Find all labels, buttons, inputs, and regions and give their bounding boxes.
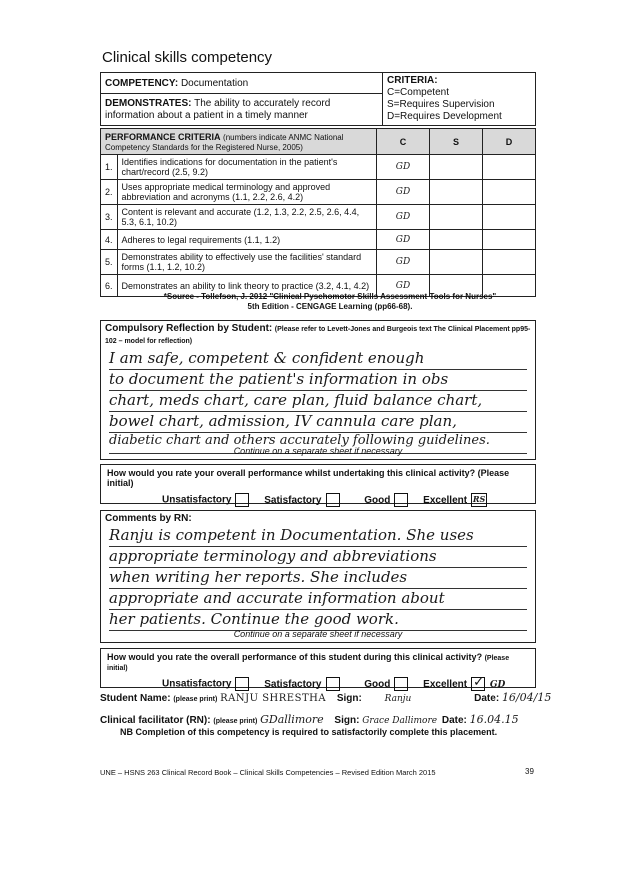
reflection-note: (Please refer to Levett-Jones and Burgeois text The Clinical Placement pp95-102 – model for reflection) bbox=[105, 326, 531, 345]
self-rating-options bbox=[107, 493, 529, 507]
row-d-cell[interactable] bbox=[483, 205, 536, 230]
table-row bbox=[101, 250, 536, 275]
criteria-supervision: S=Requires Supervision bbox=[387, 99, 495, 110]
rn-rating-box bbox=[100, 648, 536, 688]
demonstrates-label: DEMONSTRATES: bbox=[105, 97, 192, 109]
rn-initial: GD bbox=[489, 679, 506, 690]
reflection-line: chart, meds chart, care plan, fluid balance chart, bbox=[109, 391, 527, 412]
reflection-line: I am safe, competent & confident enough bbox=[109, 349, 527, 370]
student-signature-row bbox=[100, 691, 560, 704]
col-d-header: D bbox=[483, 129, 536, 155]
facilitator-sign-label: Sign: bbox=[334, 715, 360, 726]
row-d-cell[interactable] bbox=[483, 230, 536, 250]
nb-note: NB Completion of this competency is required to satisfactorily complete this placement. bbox=[120, 727, 498, 737]
row-text: Identifies indications for documentation in the patient's chart/record (2.5, 9.2) bbox=[117, 155, 376, 180]
row-number: 2. bbox=[101, 180, 118, 205]
table-row bbox=[101, 205, 536, 230]
row-s-cell[interactable] bbox=[430, 250, 483, 275]
reflection-line: diabetic chart and others accurately following guidelines. bbox=[109, 433, 527, 454]
performance-note: (numbers indicate ANMC National Competency Standards for the Registered Nurse, 2005) bbox=[105, 132, 344, 152]
row-mark[interactable]: GD bbox=[377, 155, 430, 180]
reflection-text[interactable] bbox=[101, 349, 535, 454]
row-number: 4. bbox=[101, 230, 118, 250]
facilitator-name-value[interactable]: GDallimore bbox=[260, 713, 324, 726]
row-text: Demonstrates ability to effectively use the facilities' standard forms (1.1, 1.2, 10.2) bbox=[117, 250, 376, 275]
student-name-note: (please print) bbox=[173, 696, 218, 703]
self-rating-box bbox=[100, 464, 536, 504]
comment-line: appropriate and accurate information about bbox=[109, 589, 527, 610]
table-row bbox=[101, 230, 536, 250]
facilitator-date-label: Date: bbox=[441, 715, 467, 726]
option-excellent: Excellent bbox=[423, 494, 468, 506]
row-d-cell[interactable] bbox=[483, 180, 536, 205]
student-date-label: Date: bbox=[474, 693, 500, 704]
table-row bbox=[101, 180, 536, 205]
row-number: 6. bbox=[101, 275, 118, 297]
reflection-continue-note: Continue on a separate sheet if necessary bbox=[233, 446, 403, 456]
comment-line: her patients. Continue the good work. bbox=[109, 610, 527, 631]
option-excellent: Excellent bbox=[423, 678, 468, 690]
row-s-cell[interactable] bbox=[430, 205, 483, 230]
col-s-header: S bbox=[430, 129, 483, 155]
student-name-value[interactable]: RANJU SHRESTHA bbox=[220, 693, 327, 704]
checkbox-excellent[interactable]: RS bbox=[471, 493, 487, 507]
performance-header bbox=[101, 129, 377, 155]
reflection-line: bowel chart, admission, IV cannula care plan, bbox=[109, 412, 527, 433]
check-mark-icon: ✓ bbox=[473, 674, 484, 689]
source-note bbox=[130, 292, 530, 312]
option-unsatisfactory: Unsatisfactory bbox=[162, 494, 232, 506]
option-good: Good bbox=[364, 678, 391, 690]
checkbox-unsatisfactory[interactable] bbox=[235, 677, 249, 691]
rn-rating-note: (Please initial) bbox=[107, 655, 510, 672]
comment-line: Ranju is competent in Documentation. She uses bbox=[109, 526, 527, 547]
row-number: 1. bbox=[101, 155, 118, 180]
checkbox-good[interactable] bbox=[394, 677, 408, 691]
row-mark[interactable]: GD bbox=[377, 275, 430, 297]
row-d-cell[interactable] bbox=[483, 155, 536, 180]
row-text: Adheres to legal requirements (1.1, 1.2) bbox=[117, 230, 376, 250]
facilitator-date-value[interactable]: 16.04.15 bbox=[469, 713, 519, 726]
checkbox-good[interactable] bbox=[394, 493, 408, 507]
option-unsatisfactory: Unsatisfactory bbox=[162, 678, 232, 690]
criteria-label: CRITERIA: bbox=[387, 75, 438, 86]
row-s-cell[interactable] bbox=[430, 230, 483, 250]
page-title: Clinical skills competency bbox=[102, 49, 273, 66]
col-c-header: C bbox=[377, 129, 430, 155]
student-sign-label: Sign: bbox=[336, 693, 362, 704]
checkbox-satisfactory[interactable] bbox=[326, 493, 340, 507]
facilitator-note: (please print) bbox=[213, 718, 258, 725]
row-number: 3. bbox=[101, 205, 118, 230]
row-mark[interactable]: GD bbox=[377, 230, 430, 250]
comment-line: appropriate terminology and abbreviations bbox=[109, 547, 527, 568]
comment-line: when writing her reports. She includes bbox=[109, 568, 527, 589]
option-satisfactory: Satisfactory bbox=[264, 494, 322, 506]
comments-continue-note: Continue on a separate sheet if necessary bbox=[233, 629, 403, 639]
row-number: 5. bbox=[101, 250, 118, 275]
page-number: 39 bbox=[525, 767, 534, 776]
competency-header bbox=[100, 72, 536, 126]
row-mark[interactable]: GD bbox=[377, 205, 430, 230]
self-rating-question: How would you rate your overall performance whilst undertaking this clinical activity? (Please initial) bbox=[107, 468, 510, 488]
reflection-line: to document the patient's information in obs bbox=[109, 370, 527, 391]
competency-label: COMPETENCY: bbox=[105, 77, 179, 89]
rn-rating-question-text: How would you rate the overall performance of this student during this clinical activity? bbox=[107, 652, 483, 662]
row-text: Demonstrates an ability to link theory to practice (3.2, 4.1, 4.2) bbox=[117, 275, 376, 297]
criteria-cell bbox=[383, 73, 536, 126]
competency-value: Documentation bbox=[180, 77, 249, 89]
criteria-development: D=Requires Development bbox=[387, 111, 502, 122]
facilitator-label: Clinical facilitator (RN): bbox=[100, 715, 211, 726]
reflection-label: Compulsory Reflection by Student: bbox=[105, 323, 273, 334]
student-date-value[interactable]: 16/04/15 bbox=[501, 691, 552, 704]
row-s-cell[interactable] bbox=[430, 180, 483, 205]
comments-text[interactable] bbox=[101, 526, 535, 631]
reflection-box bbox=[100, 320, 536, 460]
comments-label: Comments by RN: bbox=[105, 513, 192, 524]
checkbox-satisfactory[interactable] bbox=[326, 677, 340, 691]
option-good: Good bbox=[364, 494, 391, 506]
row-text: Uses appropriate medical terminology and approved abbreviation and acronyms (1.1, 2.2, 2.6, 4.2) bbox=[117, 180, 376, 205]
demonstrates-cell bbox=[101, 94, 383, 126]
facilitator-signature[interactable]: Grace Dallimore bbox=[362, 716, 438, 726]
rn-rating-question bbox=[107, 652, 529, 672]
reflection-header bbox=[101, 321, 535, 349]
performance-table bbox=[100, 128, 536, 297]
checkbox-excellent[interactable] bbox=[471, 674, 485, 691]
row-mark[interactable]: GD bbox=[377, 250, 430, 275]
footer-text: UNE – HSNS 263 Clinical Record Book – Clinical Skills Competencies – Revised Edition March 2015 bbox=[100, 768, 436, 777]
student-signature[interactable]: Ranju bbox=[384, 694, 412, 704]
row-mark[interactable]: GD bbox=[377, 180, 430, 205]
comments-box bbox=[100, 510, 536, 643]
criteria-competent: C=Competent bbox=[387, 87, 449, 98]
facilitator-signature-row bbox=[100, 713, 570, 726]
source-line-2: 5th Edition - CENGAGE Learning (pp66-68). bbox=[247, 302, 413, 311]
performance-label: PERFORMANCE CRITERIA bbox=[105, 131, 221, 142]
source-line-1: *Source - Tollefson, J. 2012 "Clinical Pyschomotor Skills Assessment Tools for Nurses" bbox=[163, 292, 497, 301]
demonstrates-value: The ability to accurately record information about a patient in a timely manner bbox=[105, 97, 331, 121]
row-s-cell[interactable] bbox=[430, 155, 483, 180]
rn-rating-options bbox=[107, 674, 529, 691]
row-text: Content is relevant and accurate (1.2, 1.3, 2.2, 2.5, 2.6, 4.4, 5.3, 6.1, 10.2) bbox=[117, 205, 376, 230]
row-d-cell[interactable] bbox=[483, 250, 536, 275]
competency-cell bbox=[101, 73, 383, 94]
checkbox-unsatisfactory[interactable] bbox=[235, 493, 249, 507]
option-satisfactory: Satisfactory bbox=[264, 678, 322, 690]
table-row bbox=[101, 155, 536, 180]
student-name-label: Student Name: bbox=[100, 693, 171, 704]
